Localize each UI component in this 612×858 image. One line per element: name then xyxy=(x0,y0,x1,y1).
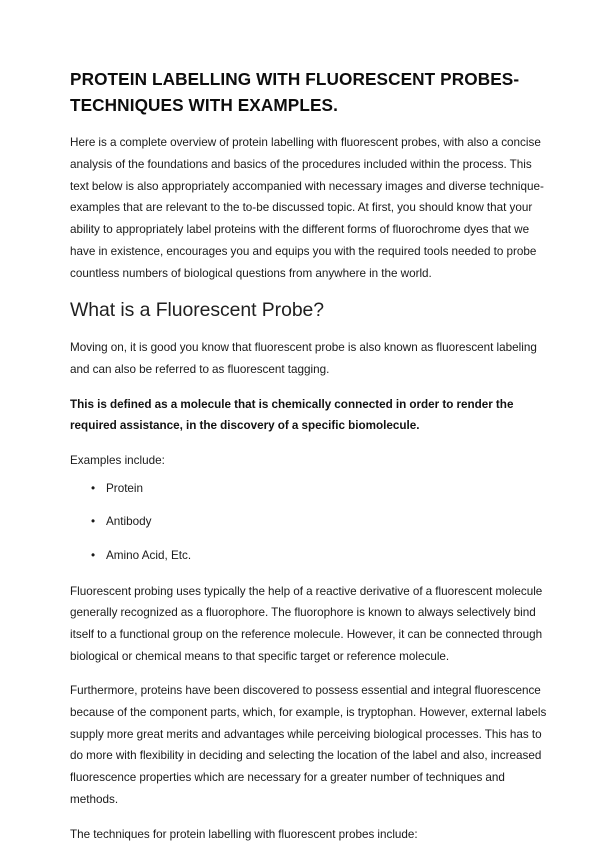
paragraph-moving-on: Moving on, it is good you know that fluorescent probe is also known as fluorescent labeling and can also be referred to as fluorescent tagging. xyxy=(70,341,537,377)
list-item xyxy=(70,513,548,531)
list-item-label: Antibody xyxy=(106,515,152,529)
paragraph-fluorescent-probing: Fluorescent probing uses typically the help of a reactive derivative of a fluorescent molecule generally recognized as a fluorophore. The fluorophore is known to always selectively bind itself to a functional group on the reference molecule. However, it can be connected through biological or chemical means to that specific target or reference molecule. xyxy=(70,584,543,663)
page-title: PROTEIN LABELLING WITH FLUORESCENT PROBES-TECHNIQUES WITH EXAMPLES. xyxy=(70,69,520,116)
section-heading-what-is-a-fluorescent-probe: What is a Fluorescent Probe? xyxy=(70,299,325,322)
bullet-dot-icon: • xyxy=(91,481,96,495)
intro-paragraph: Here is a complete overview of protein labelling with fluorescent probes, with also a concise analysis of the foundations and basics of the procedures included within the process. This text below is also appropriately accompanied with necessary images and diverse technique-examples that are relevant to the to-be discussed topic. At first, you should know that your ability to appropriately label proteins with the different forms of fluorochrome dyes that we have in existence, encourages you and equips you with the required tools needed to probe countless numbers of biological questions from anywhere in the world. xyxy=(70,136,544,280)
list-item xyxy=(70,480,548,498)
paragraph-furthermore: Furthermore, proteins have been discovered to possess essential and integral fluorescence because of the component parts, which, for example, is tryptophan. However, external labels supply more great merits and advantages while perceiving biological processes. This has to do more with flexibility in deciding and selecting the location of the label and also, increased fluorescence properties which are necessary for a greater number of techniques and methods. xyxy=(70,684,547,806)
document-content xyxy=(70,66,548,858)
definition-paragraph: This is defined as a molecule that is chemically connected in order to render the required assistance, in the discovery of a specific biomolecule. xyxy=(70,397,514,433)
list-item xyxy=(70,547,548,565)
examples-label: Examples include: xyxy=(70,454,165,468)
examples-list xyxy=(70,480,548,565)
bullet-dot-icon: • xyxy=(91,515,96,529)
paragraph-techniques-intro: The techniques for protein labelling with fluorescent probes include: xyxy=(70,827,418,841)
bullet-dot-icon: • xyxy=(91,548,96,562)
list-item-label: Amino Acid, Etc. xyxy=(106,548,192,562)
list-item-label: Protein xyxy=(106,481,144,495)
